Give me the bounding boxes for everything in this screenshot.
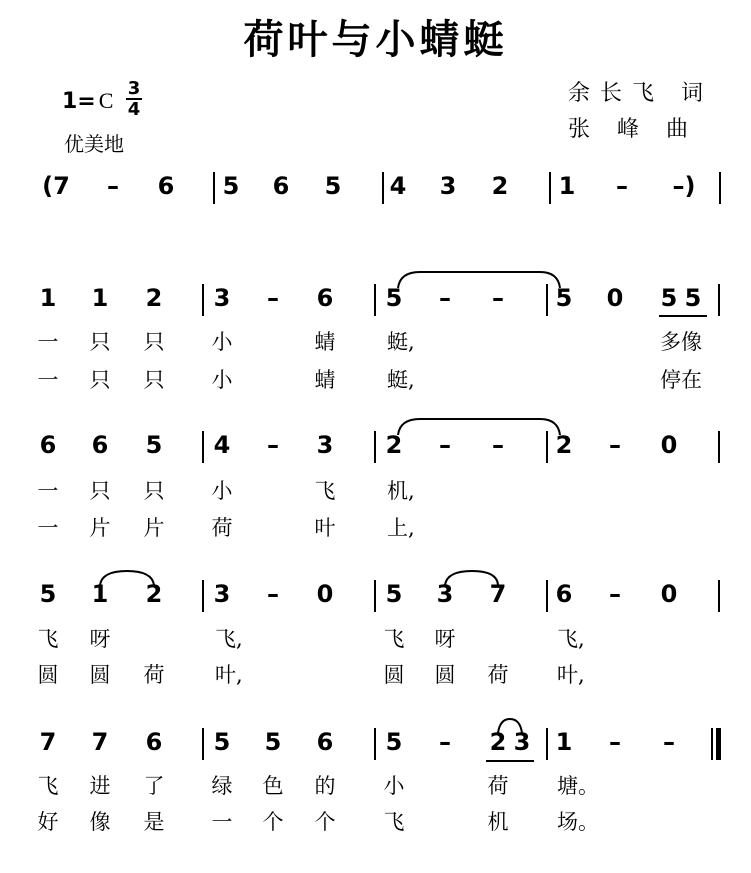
note: – [439,431,451,459]
note: – [616,172,628,200]
note: – [609,431,621,459]
composer-credit: 张 峰 曲 [568,117,698,142]
system-4-lyrics-2 [0,806,751,846]
lyric: 只 [89,330,111,354]
note: – [439,284,451,312]
note: – [267,431,279,459]
lyric: 飞 [383,627,405,651]
lyric: 圆 [37,663,59,687]
note: 7 [489,580,507,608]
system-2-lyrics-2 [0,512,751,552]
note: – [609,580,621,608]
note: (7 [42,172,70,200]
lyric: 场。 [557,810,599,834]
note: 2 [145,580,163,608]
note: 4 [389,172,407,200]
note: 3 [439,172,457,200]
note: 0 [660,580,678,608]
barline [549,172,551,204]
note: – [609,728,621,756]
note: 6 [39,431,57,459]
system-2-lyrics-1 [0,475,751,515]
lyric: 叶, [215,663,243,687]
note: 6 [555,580,573,608]
lyric: 多像 [660,330,702,354]
note: 1 [558,172,576,200]
note: 7 [91,728,109,756]
note: 3 [436,580,454,608]
note: – [267,580,279,608]
note: 0 [316,580,334,608]
lyric: 小 [211,330,233,354]
lyric: 只 [143,368,165,392]
lyric: 飞 [37,627,59,651]
lyric: 圆 [434,663,456,687]
lyric: 是 [143,810,165,834]
lyric: 飞 [383,810,405,834]
note: 1 [91,284,109,312]
slur-arc [0,565,751,589]
barline [382,172,384,204]
key-prefix: 1= [62,89,96,114]
lyric: 机 [487,810,509,834]
note: 6 [145,728,163,756]
lyric: 色 [262,774,284,798]
lyric: 像 [89,810,111,834]
intro-system [0,172,751,212]
time-signature [126,80,142,118]
lyric: 荷 [487,774,509,798]
tempo-marking: 优美地 [64,132,124,156]
note: 5 [385,284,403,312]
slur-arc [0,713,751,737]
note: – [663,728,675,756]
key-letter: C [98,88,114,113]
lyric: 只 [143,330,165,354]
lyric: 停在 [660,368,702,392]
note: – [492,284,504,312]
note: – [492,431,504,459]
system-1-lyrics-2 [0,364,751,404]
note: 1 [555,728,573,756]
lyric: 只 [143,479,165,503]
lyric: 蜓, [387,330,415,354]
lyric: 只 [89,368,111,392]
note: 6 [316,728,334,756]
tie-arc [0,415,751,439]
note: 5 [660,284,678,312]
note: 7 [39,728,57,756]
system-3-lyrics-2 [0,659,751,699]
note: – [107,172,119,200]
lyric: 蜻 [314,368,336,392]
note: – [267,284,279,312]
lyric: 小 [211,479,233,503]
lyric: 小 [211,368,233,392]
lyric: 塘。 [557,774,599,798]
note: 5 [145,431,163,459]
lyric: 飞 [37,774,59,798]
note: 2 [385,431,403,459]
lyric: 上, [387,516,415,540]
lyric: 机, [387,479,415,503]
system-1-lyrics-1 [0,326,751,366]
barline [213,172,215,204]
lyric: 呀 [434,627,456,651]
lyric: 一 [37,330,59,354]
key-signature [62,88,113,114]
lyric: 叶, [557,663,585,687]
lyric: 个 [262,810,284,834]
note: 1 [91,580,109,608]
lyric: 飞, [215,627,243,651]
note: 0 [606,284,624,312]
lyric: 飞, [557,627,585,651]
note: 5 [213,728,231,756]
lyric: 了 [143,774,165,798]
note: 6 [91,431,109,459]
lyric: 叶 [314,516,336,540]
note: 3 [213,580,231,608]
system-4-lyrics-1 [0,770,751,810]
note: 4 [213,431,231,459]
barline [719,172,721,204]
note: 5 [684,284,702,312]
lyric: 的 [314,774,336,798]
note: 3 [513,728,531,756]
lyric: 圆 [383,663,405,687]
lyric: 绿 [211,774,233,798]
note: 2 [491,172,509,200]
note: 6 [272,172,290,200]
lyric: 荷 [487,663,509,687]
note: 6 [316,284,334,312]
note: 5 [39,580,57,608]
lyric: 小 [383,774,405,798]
note: – [439,728,451,756]
lyricist-credit: 余长飞 词 [568,81,713,106]
lyric: 蜻 [314,330,336,354]
lyric: 进 [89,774,111,798]
note: 1 [39,284,57,312]
lyric: 蜓, [387,368,415,392]
lyric: 呀 [89,627,111,651]
note: 5 [555,284,573,312]
lyric: 圆 [89,663,111,687]
note: 5 [385,728,403,756]
note: 3 [316,431,334,459]
lyric: 片 [89,516,111,540]
lyric: 个 [314,810,336,834]
lyric: 只 [89,479,111,503]
eighth-underline [486,760,534,762]
note: 5 [324,172,342,200]
eighth-underline [659,315,707,317]
time-bottom: 4 [127,99,141,120]
lyric: 荷 [211,516,233,540]
lyric: 一 [37,516,59,540]
note: –) [672,172,696,200]
lyric: 飞 [314,479,336,503]
lyric: 一 [37,368,59,392]
tie-arc [0,268,751,292]
note: 2 [489,728,507,756]
lyric: 好 [37,810,59,834]
time-top: 3 [127,78,141,99]
note: 3 [213,284,231,312]
lyric: 一 [37,479,59,503]
note: 5 [385,580,403,608]
note: 5 [222,172,240,200]
lyric: 片 [143,516,165,540]
system-3-lyrics-1 [0,623,751,663]
note: 2 [145,284,163,312]
note: 6 [157,172,175,200]
page-title: 荷叶与小蜻蜓 [243,16,508,63]
lyric: 一 [211,810,233,834]
note: 5 [264,728,282,756]
lyric: 荷 [143,663,165,687]
note: 2 [555,431,573,459]
note: 0 [660,431,678,459]
